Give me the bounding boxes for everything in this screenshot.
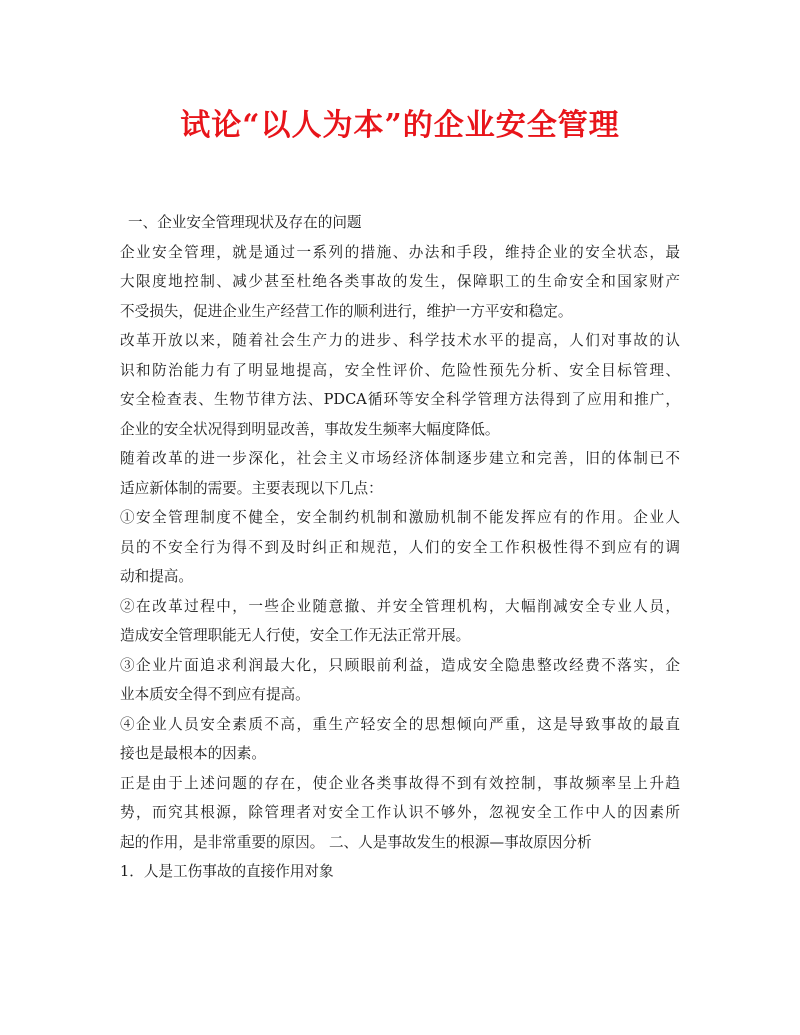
text-line: 业本质安全得不到应有提高。 xyxy=(120,686,310,703)
document-body xyxy=(120,208,680,887)
text-line: 造成安全管理职能无人行使，安全工作无法正常开展。 xyxy=(120,627,471,644)
text-line: 动和提高。 xyxy=(120,568,193,585)
text-line: 大限度地控制、减少甚至杜绝各类事故的发生，保障职工的生命安全和国家财产 xyxy=(120,273,680,290)
text-line: 安全检查表、生物节律方法、PDCA循环等安全科学管理方法得到了应用和推广， xyxy=(120,391,680,408)
text-line: 势，而究其根源，除管理者对安全工作认识不够外，忽视安全工作中人的因素所 xyxy=(120,804,680,821)
text-line: 企业安全管理，就是通过一系列的措施、办法和手段，维持企业的安全状态，最 xyxy=(120,243,680,261)
text-line: 适应新体制的需要。主要表现以下几点： xyxy=(120,479,383,497)
text-line: 改革开放以来，随着社会生产力的进步、科学技术水平的提高，人们对事故的认 xyxy=(120,332,680,349)
text-line: 随着改革的进一步深化，社会主义市场经济体制逐步建立和完善，旧的体制已不 xyxy=(120,450,680,467)
text-line: ④企业人员安全素质不高，重生产轻安全的思想倾向严重，这是导致事故的最直 xyxy=(120,715,680,733)
text-line: 正是由于上述问题的存在，使企业各类事故得不到有效控制，事故频率呈上升趋 xyxy=(120,774,680,792)
text-line: ①安全管理制度不健全，安全制约机制和激励机制不能发挥应有的作用。企业人 xyxy=(120,509,680,526)
document-title: 试论“以人为本”的企业安全管理 xyxy=(180,108,620,143)
text-line: 1．人是工伤事故的直接作用对象 xyxy=(120,863,334,880)
text-line: 起的作用，是非常重要的原因。 二、人是事故发生的根源—事故原因分析 xyxy=(120,833,592,851)
text-line: 识和防治能力有了明显地提高，安全性评价、危险性预先分析、安全目标管理、 xyxy=(120,361,680,379)
text-line: ③企业片面追求利润最大化，只顾眼前利益，造成安全隐患整改经费不落实，企 xyxy=(120,656,680,674)
text-line: 一、企业安全管理现状及存在的问题 xyxy=(128,214,362,231)
text-line: 接也是最根本的因素。 xyxy=(120,745,266,762)
text-line: ②在改革过程中，一些企业随意撤、并安全管理机构，大幅削减安全专业人员， xyxy=(120,597,680,615)
text-line: 员的不安全行为得不到及时纠正和规范，人们的安全工作积极性得不到应有的调 xyxy=(120,538,680,556)
text-line: 企业的安全状况得到明显改善，事故发生频率大幅度降低。 xyxy=(120,420,500,438)
text-line: 不受损失，促进企业生产经营工作的顺利进行，维护一方平安和稳定。 xyxy=(120,302,573,320)
